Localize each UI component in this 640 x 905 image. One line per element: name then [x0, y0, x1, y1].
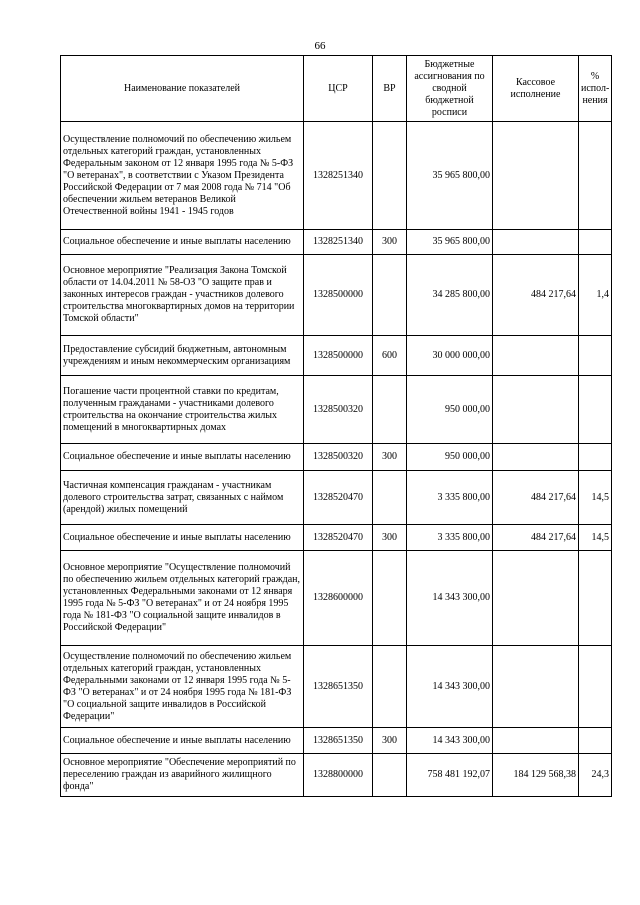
row-vr	[373, 551, 407, 646]
row-percent	[579, 444, 612, 471]
row-budget: 950 000,00	[407, 444, 493, 471]
row-budget: 14 343 300,00	[407, 551, 493, 646]
row-vr: 600	[373, 336, 407, 376]
table-row	[61, 230, 612, 255]
row-name: Осуществление полномочий по обеспечению жильем отдельных категорий граждан, установленных Федеральными законами от 12 января 1995 года № 5-ФЗ "О ветеранах" и от 24 ноября 1995 года № 181-ФЗ "О социальной защите инвалидов в Российской Федерации"	[61, 646, 304, 728]
row-name: Социальное обеспечение и иные выплаты населению	[61, 444, 304, 471]
row-budget: 30 000 000,00	[407, 336, 493, 376]
table-header-row	[61, 56, 612, 122]
table-row	[61, 255, 612, 336]
row-vr	[373, 754, 407, 797]
row-budget: 950 000,00	[407, 376, 493, 444]
row-cash	[493, 444, 579, 471]
table-row	[61, 754, 612, 797]
row-budget: 35 965 800,00	[407, 122, 493, 230]
row-cash: 484 217,64	[493, 525, 579, 551]
table-row	[61, 728, 612, 754]
row-vr	[373, 122, 407, 230]
row-csr: 1328651350	[304, 646, 373, 728]
row-percent: 14,5	[579, 525, 612, 551]
row-csr: 1328800000	[304, 754, 373, 797]
table-row	[61, 376, 612, 444]
row-name: Частичная компенсация гражданам - участникам долевого строительства затрат, связанных с наймом (арендой) жилых помещений	[61, 471, 304, 525]
row-percent	[579, 122, 612, 230]
row-percent	[579, 551, 612, 646]
row-csr: 1328500000	[304, 255, 373, 336]
header-csr: ЦСР	[304, 56, 373, 122]
row-vr: 300	[373, 444, 407, 471]
table-row	[61, 551, 612, 646]
row-csr: 1328500320	[304, 444, 373, 471]
row-name: Основное мероприятие "Осуществление полномочий по обеспечению жильем отдельных категорий граждан, установленных Федеральными законами от 12 января 1995 года № 5-ФЗ "О ветеранах" и от 24 ноября 1995 года № 181-ФЗ "О социальной защите инвалидов в Российской Федерации"	[61, 551, 304, 646]
row-name: Предоставление субсидий бюджетным, автономным учреждениям и иным некоммерческим организациям	[61, 336, 304, 376]
row-cash	[493, 336, 579, 376]
row-csr: 1328600000	[304, 551, 373, 646]
row-budget: 14 343 300,00	[407, 646, 493, 728]
header-vr: ВР	[373, 56, 407, 122]
header-name: Наименование показателей	[61, 56, 304, 122]
row-csr: 1328251340	[304, 122, 373, 230]
header-cash: Кассовое исполнение	[493, 56, 579, 122]
row-budget: 14 343 300,00	[407, 728, 493, 754]
row-percent	[579, 728, 612, 754]
row-percent: 24,3	[579, 754, 612, 797]
row-name: Погашение части процентной ставки по кредитам, полученным гражданами - участниками долевого строительства на окончание строительства жилых помещений в многоквартирных домах	[61, 376, 304, 444]
row-vr: 300	[373, 728, 407, 754]
row-cash: 484 217,64	[493, 255, 579, 336]
row-cash	[493, 646, 579, 728]
table-row	[61, 122, 612, 230]
row-csr: 1328651350	[304, 728, 373, 754]
row-cash: 484 217,64	[493, 471, 579, 525]
row-vr	[373, 255, 407, 336]
table-row	[61, 525, 612, 551]
row-budget: 3 335 800,00	[407, 471, 493, 525]
row-percent: 14,5	[579, 471, 612, 525]
row-name: Осуществление полномочий по обеспечению жильем отдельных категорий граждан, установленных Федеральным законом от 12 января 1995 года № 5-ФЗ "О ветеранах", в соответствии с Указом Президента Российской Федерации от 7 мая 2008 года № 714 "Об обеспечении жильем ветеранов Великой Отечественной войны 1941 - 1945 годов	[61, 122, 304, 230]
row-vr	[373, 376, 407, 444]
row-name: Основное мероприятие "Обеспечение мероприятий по переселению граждан из аварийного жилищного фонда"	[61, 754, 304, 797]
row-name: Основное мероприятие "Реализация Закона Томской области от 14.04.2011 № 58-ОЗ "О защите прав и законных интересов граждан - участников долевого строительства многоквартирных домов на территории Томской области"	[61, 255, 304, 336]
header-budget: Бюджетные ассигнования по сводной бюджетной росписи	[407, 56, 493, 122]
row-name: Социальное обеспечение и иные выплаты населению	[61, 728, 304, 754]
row-cash	[493, 230, 579, 255]
row-name: Социальное обеспечение и иные выплаты населению	[61, 230, 304, 255]
page-number: 66	[314, 40, 326, 52]
row-budget: 34 285 800,00	[407, 255, 493, 336]
row-vr	[373, 471, 407, 525]
row-csr: 1328500320	[304, 376, 373, 444]
row-csr: 1328251340	[304, 230, 373, 255]
row-vr: 300	[373, 230, 407, 255]
row-percent	[579, 230, 612, 255]
row-cash	[493, 122, 579, 230]
header-percent: % испол-нения	[579, 56, 612, 122]
table-row	[61, 471, 612, 525]
row-percent	[579, 336, 612, 376]
table-row	[61, 336, 612, 376]
row-budget: 35 965 800,00	[407, 230, 493, 255]
budget-execution-table	[60, 55, 612, 797]
row-csr: 1328520470	[304, 471, 373, 525]
row-budget: 3 335 800,00	[407, 525, 493, 551]
row-cash: 184 129 568,38	[493, 754, 579, 797]
row-vr	[373, 646, 407, 728]
row-name: Социальное обеспечение и иные выплаты населению	[61, 525, 304, 551]
row-percent: 1,4	[579, 255, 612, 336]
row-vr: 300	[373, 525, 407, 551]
table-row	[61, 646, 612, 728]
row-percent	[579, 376, 612, 444]
row-percent	[579, 646, 612, 728]
row-cash	[493, 728, 579, 754]
row-cash	[493, 551, 579, 646]
row-budget: 758 481 192,07	[407, 754, 493, 797]
row-cash	[493, 376, 579, 444]
row-csr: 1328520470	[304, 525, 373, 551]
table-row	[61, 444, 612, 471]
row-csr: 1328500000	[304, 336, 373, 376]
